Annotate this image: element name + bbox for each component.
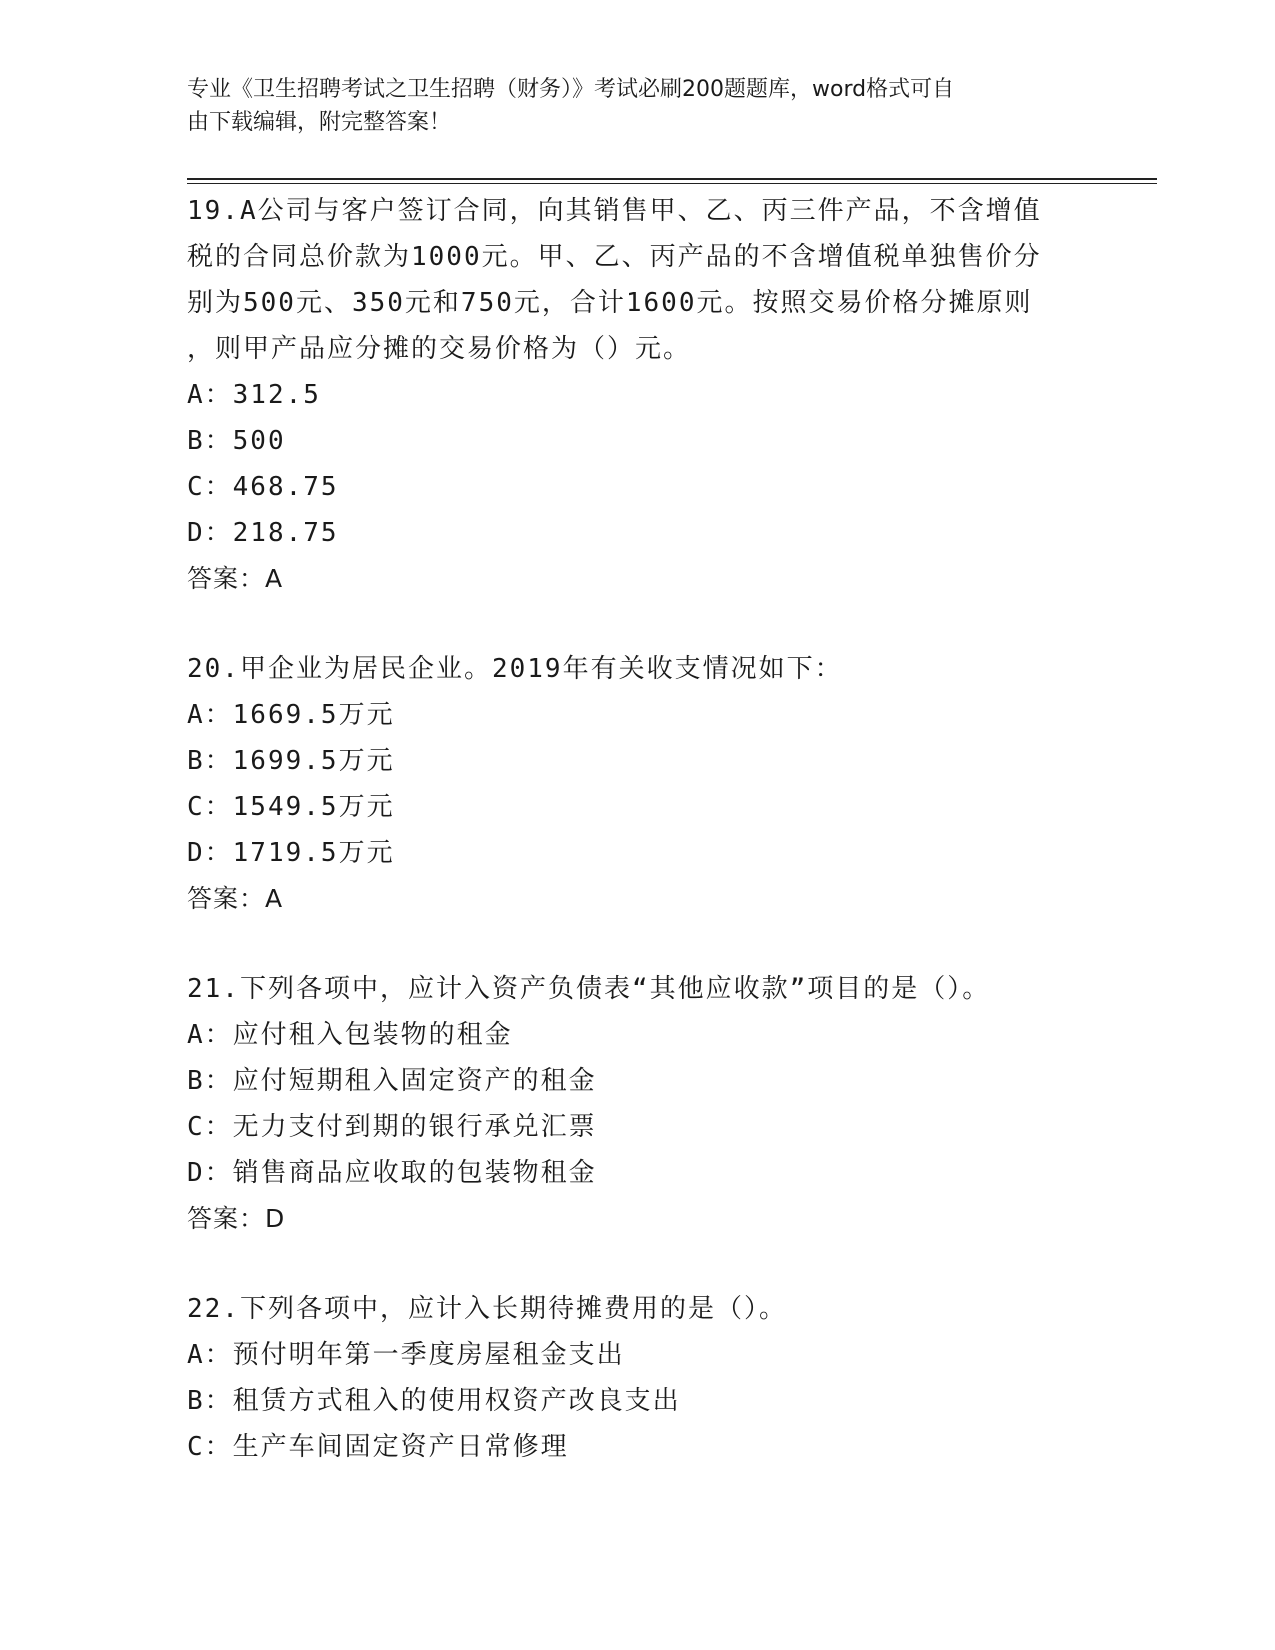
option-c: C：生产车间固定资产日常修理 xyxy=(187,1432,569,1462)
document-header xyxy=(187,73,1087,139)
question-19 xyxy=(187,188,1087,602)
option-b: B：租赁方式租入的使用权资产改良支出 xyxy=(187,1386,681,1416)
option-a: A：应付租入包装物的租金 xyxy=(187,1020,513,1050)
option-d: D：1719.5万元 xyxy=(187,838,395,868)
option-a: A：312.5 xyxy=(187,380,321,410)
question-20 xyxy=(187,646,1087,922)
option-d: D：销售商品应收取的包装物租金 xyxy=(187,1158,597,1188)
option-b: B：500 xyxy=(187,426,286,456)
question-text xyxy=(187,188,1087,372)
header-divider-thin xyxy=(187,183,1157,184)
header-line-1: 专业《卫生招聘考试之卫生招聘（财务）》考试必刷200题题库，word格式可自 xyxy=(187,77,955,102)
header-line-2: 由下载编辑，附完整答案！ xyxy=(187,110,452,135)
question-text-line: ，则甲产品应分摊的交易价格为（）元。 xyxy=(187,334,692,364)
question-text-line: 税的合同总价款为1000元。甲、乙、丙产品的不含增值税单独售价分 xyxy=(187,242,1042,272)
question-text-line: 19.A公司与客户签订合同，向其销售甲、乙、丙三件产品，不含增值 xyxy=(187,196,1042,226)
option-b: B：1699.5万元 xyxy=(187,746,395,776)
question-text-line: 别为500元、350元和750元，合计1600元。按照交易价格分摊原则 xyxy=(187,288,1033,318)
question-text-line: 20.甲企业为居民企业。2019年有关收支情况如下： xyxy=(187,654,843,684)
option-c: C：1549.5万元 xyxy=(187,792,395,822)
question-22 xyxy=(187,1286,1087,1470)
header-divider-thick xyxy=(187,178,1157,180)
option-c: C：无力支付到期的银行承兑汇票 xyxy=(187,1112,597,1142)
option-a: A：1669.5万元 xyxy=(187,700,395,730)
answer-line: 答案：A xyxy=(187,884,284,913)
option-a: A：预付明年第一季度房屋租金支出 xyxy=(187,1340,625,1370)
question-text-line: 22.下列各项中，应计入长期待摊费用的是（）。 xyxy=(187,1294,787,1324)
question-21 xyxy=(187,966,1087,1242)
option-d: D：218.75 xyxy=(187,518,339,548)
answer-line: 答案：A xyxy=(187,564,284,593)
question-text xyxy=(187,646,1087,692)
option-c: C：468.75 xyxy=(187,472,339,502)
question-text-line: 21.下列各项中，应计入资产负债表“其他应收款”项目的是（）。 xyxy=(187,974,991,1004)
question-list xyxy=(187,188,1087,1470)
question-text xyxy=(187,1286,1087,1332)
question-text xyxy=(187,966,1087,1012)
option-b: B：应付短期租入固定资产的租金 xyxy=(187,1066,597,1096)
answer-line: 答案：D xyxy=(187,1204,286,1233)
